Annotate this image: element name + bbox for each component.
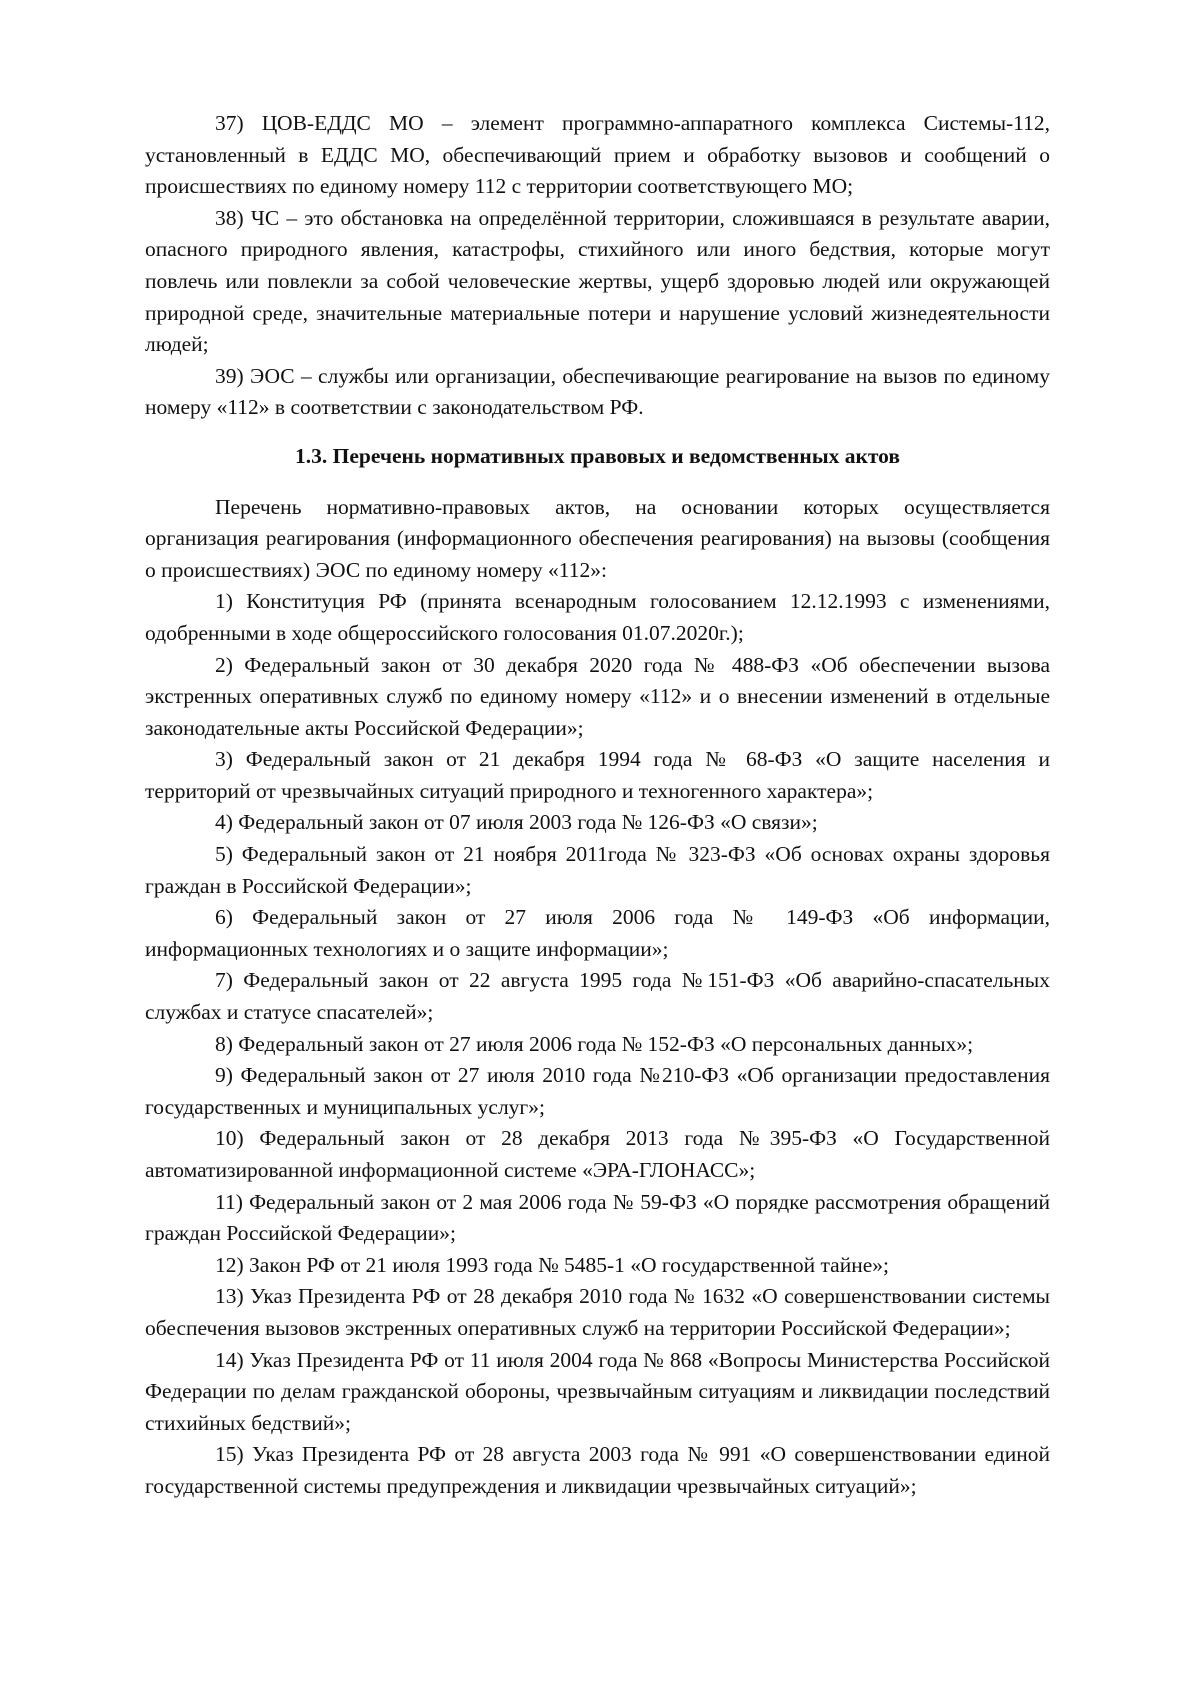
act-item-9: 9) Федеральный закон от 27 июля 2010 года №210-ФЗ «Об организации предоставления государственных и муниципальных услуг»; [145, 1063, 1050, 1119]
act-item-11: 11) Федеральный закон от 2 мая 2006 года № 59-ФЗ «О порядке рассмотрения обращений граждан Российской Федерации»; [145, 1189, 1050, 1246]
act-item-12: 12) Закон РФ от 21 июля 1993 года № 5485-1 «О государственной тайне»; [215, 1252, 889, 1277]
act-item-8: 8) Федеральный закон от 27 июля 2006 года № 152-ФЗ «О персональных данных»; [215, 1031, 974, 1056]
act-item-3: 3) Федеральный закон от 21 декабря 1994 года № 68-ФЗ «О защите населения и территорий от чрезвычайных ситуаций природного и техногенного характера»; [145, 747, 1050, 803]
act-item-4: 4) Федеральный закон от 07 июля 2003 года № 126-ФЗ «О связи»; [215, 810, 818, 835]
act-item-1: 1) Конституция РФ (принята всенародным голосованием 12.12.1993 с изменениями, одобренными в ходе общероссийского голосования 01.07.2020г.); [145, 589, 1050, 645]
definition-38: 38) ЧС – это обстановка на определённой территории, сложившаяся в результате аварии, опасного природного явления, катастрофы, стихийного или иного бедствия, которые могут повлечь или повлекли за собой человеческие жертвы, ущерб здоровью людей или окружающей природной среде, значительные материальные потери и нарушение условий жизнедеятельности людей; [145, 205, 1050, 357]
act-item-5: 5) Федеральный закон от 21 ноября 2011года № 323-ФЗ «Об основах охраны здоровья граждан в Российской Федерации»; [145, 842, 1050, 898]
act-item-7: 7) Федеральный закон от 22 августа 1995 года №151-ФЗ «Об аварийно-спасательных службах и статусе спасателей»; [145, 968, 1050, 1025]
acts-intro: Перечень нормативно-правовых актов, на основании которых осуществляется организация реагирования (информационного обеспечения реагирования) на вызовы (сообщения о происшествиях) ЭОС по единому номеру «112»: [145, 494, 1050, 582]
act-item-10: 10) Федеральный закон от 28 декабря 2013 года №395-ФЗ «О Государственной автоматизированной информационной системе «ЭРА-ГЛОНАСС»; [145, 1126, 1050, 1182]
act-item-13: 13) Указ Президента РФ от 28 декабря 2010 года № 1632 «О совершенствовании системы обеспечения вызовов экстренных оперативных служб на территории Российской Федерации»; [145, 1284, 1050, 1340]
act-item-2: 2) Федеральный закон от 30 декабря 2020 года № 488-ФЗ «Об обеспечении вызова экстренных оперативных служб по единому номеру «112» и о внесении изменений в отдельные законодательные акты Российской Федерации»; [145, 652, 1050, 740]
section-heading: 1.3. Перечень нормативных правовых и ведомственных актов [295, 443, 900, 468]
act-item-14: 14) Указ Президента РФ от 11 июля 2004 года № 868 «Вопросы Министерства Российской Федерации по делам гражданской обороны, чрезвычайным ситуациям и ликвидации последствий стихийных бедствий»; [145, 1347, 1050, 1435]
document-page [145, 108, 1050, 1503]
definition-37: 37) ЦОВ-ЕДДС МО – элемент программно-аппаратного комплекса Системы-112, установленный в ЕДДС МО, обеспечивающий прием и обработку вызовов и сообщений о происшествиях по единому номеру 112 с территории соответствующего МО; [145, 111, 1050, 199]
act-item-15: 15) Указ Президента РФ от 28 августа 2003 года № 991 «О совершенствовании единой государственной системы предупреждения и ликвидации чрезвычайных ситуаций»; [145, 1442, 1050, 1498]
act-item-6: 6) Федеральный закон от 27 июля 2006 года № 149-ФЗ «Об информации, информационных технологиях и о защите информации»; [145, 905, 1050, 961]
definition-39: 39) ЭОС – службы или организации, обеспечивающие реагирование на вызов по единому номеру «112» в соответствии с законодательством РФ. [145, 363, 1050, 420]
